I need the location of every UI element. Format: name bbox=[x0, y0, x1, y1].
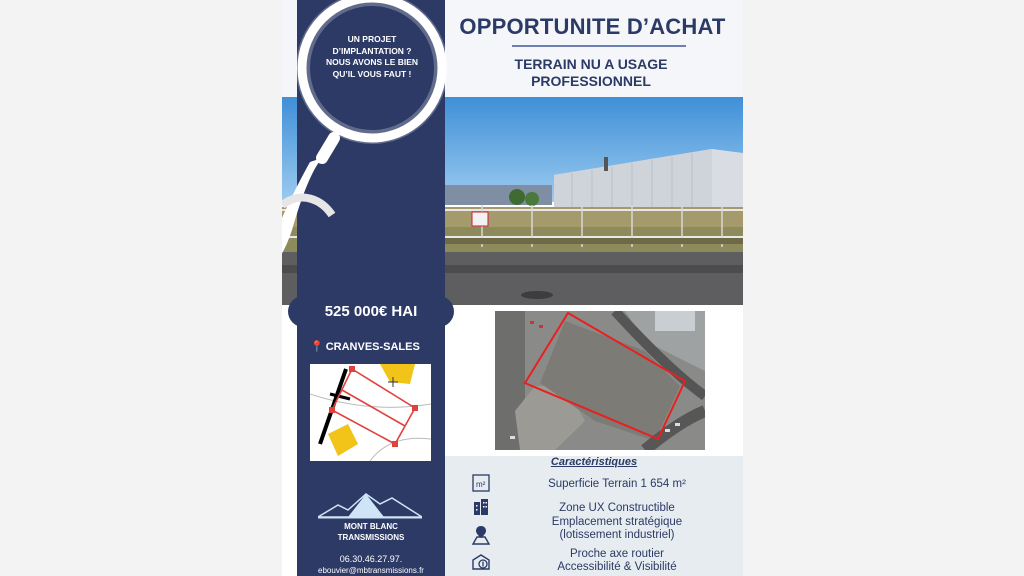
promo-line-3: NOUS AVONS LE BIEN bbox=[325, 57, 419, 67]
cadastral-plan bbox=[310, 364, 431, 461]
promo-line-2: D’IMPLANTATION ? bbox=[332, 45, 412, 56]
feature-location-line-2: (lotissement industriel) bbox=[559, 528, 675, 541]
promo-text bbox=[304, 34, 440, 80]
area-icon bbox=[470, 472, 492, 494]
company-phone: 06.30.46.27.97. bbox=[339, 554, 403, 564]
location-name: CRANVES-SALES bbox=[325, 341, 420, 353]
company-name-line-1: MONT BLANC bbox=[344, 522, 398, 531]
feature-location bbox=[462, 518, 742, 544]
map-pin-icon: 📍 bbox=[310, 341, 324, 353]
location-label bbox=[310, 340, 420, 353]
promo-line-1: UN PROJET bbox=[347, 34, 397, 44]
company-logo bbox=[318, 490, 422, 520]
title-divider bbox=[512, 45, 686, 47]
price-badge: 525 000€ HAI bbox=[288, 296, 454, 327]
company-name bbox=[297, 521, 445, 543]
flyer bbox=[282, 0, 743, 576]
promo-line-4: QU’IL VOUS FAUT ! bbox=[332, 68, 412, 79]
feature-area bbox=[462, 472, 742, 498]
feature-road-line-1: Proche axe routier bbox=[570, 548, 664, 560]
company-name-line-2: TRANSMISSIONS bbox=[337, 533, 405, 542]
features-title: Caractéristiques bbox=[550, 456, 638, 468]
feature-zone-text: Zone UX Constructible bbox=[559, 502, 675, 514]
feature-road-text bbox=[502, 548, 732, 573]
aerial-view bbox=[495, 311, 705, 450]
feature-area-text: Superficie Terrain 1 654 m² bbox=[548, 478, 686, 490]
company-email: ebouvier@mbtransmissions.fr bbox=[318, 566, 424, 575]
headline-subtitle: TERRAIN NU A USAGE PROFESSIONNEL bbox=[514, 56, 668, 89]
svg-text:m²: m² bbox=[476, 480, 486, 489]
road-icon bbox=[470, 551, 492, 573]
location-icon bbox=[470, 524, 492, 546]
headline-title: OPPORTUNITE D’ACHAT bbox=[459, 14, 726, 39]
feature-location-text bbox=[502, 516, 732, 541]
feature-road bbox=[462, 549, 742, 575]
feature-road-line-2: Accessibilité & Visibilité bbox=[557, 560, 677, 573]
feature-location-line-1: Emplacement stratégique bbox=[551, 516, 683, 528]
building-icon bbox=[470, 496, 492, 518]
